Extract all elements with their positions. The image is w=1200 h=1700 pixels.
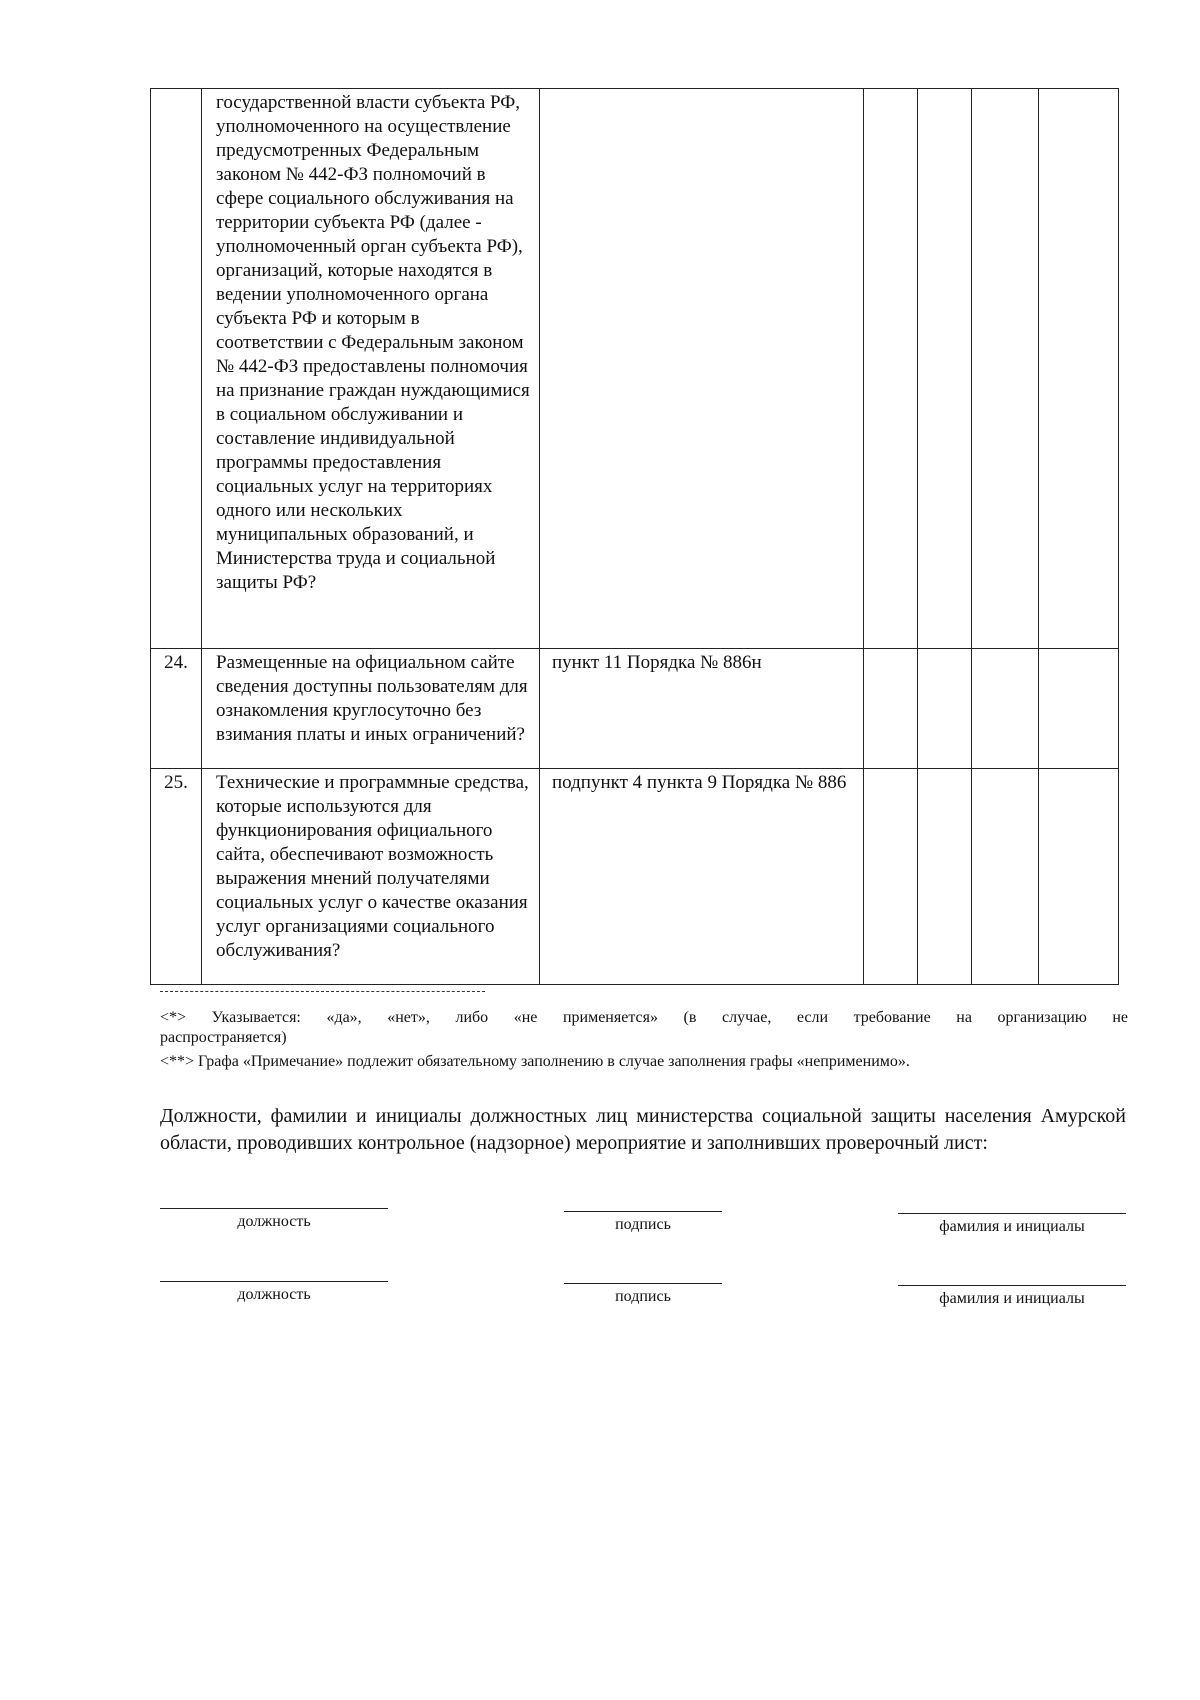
name-line	[898, 1285, 1126, 1286]
table-row	[151, 769, 1119, 985]
footnote-answer-values: <*> Указывается: «да», «нет», либо «не применяется» (в случае, если требование на организацию не	[160, 1009, 1128, 1026]
question-text: Технические и программные средства, которые используются для функционирования официального сайта, обеспечивают возможность выражения мнений получателями социальных услуг о качестве оказания услуг организациями социального обслуживания?	[202, 769, 540, 985]
table-row	[151, 649, 1119, 769]
signature-label: подпись	[615, 1288, 671, 1305]
name-label: фамилия и инициалы	[939, 1218, 1085, 1235]
signature-line	[564, 1283, 722, 1284]
row-number: 24.	[151, 649, 202, 769]
officials-statement: Должности, фамилии и инициалы должностных лиц министерства социальной защиты населения Амурской области, проводивших контрольное (надзорное) мероприятие и заполнивших проверочный лист:	[160, 1105, 1126, 1154]
answer-no-cell	[918, 89, 972, 649]
name-line	[898, 1213, 1126, 1214]
table-row	[151, 89, 1119, 649]
note-cell	[1039, 89, 1119, 649]
answer-no-cell	[918, 769, 972, 985]
footnote-separator	[160, 991, 485, 992]
question-text: Размещенные на официальном сайте сведения доступны пользователям для ознакомления круглосуточно без взимания платы и иных ограничений?	[202, 649, 540, 769]
row-number: 25.	[151, 769, 202, 985]
position-line	[160, 1208, 388, 1209]
signature-line	[564, 1211, 722, 1212]
note-cell	[1039, 769, 1119, 985]
name-label: фамилия и инициалы	[939, 1290, 1085, 1307]
requirement-reference	[540, 89, 864, 649]
answer-na-cell	[972, 89, 1039, 649]
note-cell	[1039, 649, 1119, 769]
position-label: должность	[237, 1286, 311, 1303]
question-text: государственной власти субъекта РФ, уполномоченного на осуществление предусмотренных Федеральным законом № 442-ФЗ полномочий в сфере социального обслуживания на территории субъекта РФ (далее - уполномоченный орган субъекта РФ), организаций, которые находятся в ведении уполномоченного органа субъекта РФ и которым в соответствии с Федеральным законом № 442-ФЗ предоставлены полномочия на признание граждан нуждающимися в социальном обслуживании и составление индивидуальной программы предоставления социальных услуг на территориях одного или нескольких муниципальных образований, и Министерства труда и социальной защиты РФ?	[202, 89, 540, 649]
footnote-note-column: <**> Графа «Примечание» подлежит обязательному заполнению в случае заполнения графы «неприменимо».	[160, 1053, 910, 1070]
signature-label: подпись	[615, 1216, 671, 1233]
footnote-answer-values-continued: распространяется)	[160, 1029, 287, 1046]
position-line	[160, 1281, 388, 1282]
checklist-table	[150, 88, 1119, 985]
row-number	[151, 89, 202, 649]
requirement-reference: подпункт 4 пункта 9 Порядка № 886	[540, 769, 864, 985]
answer-no-cell	[918, 649, 972, 769]
answer-yes-cell	[864, 649, 918, 769]
answer-yes-cell	[864, 769, 918, 985]
position-label: должность	[237, 1213, 311, 1230]
answer-na-cell	[972, 649, 1039, 769]
answer-na-cell	[972, 769, 1039, 985]
answer-yes-cell	[864, 89, 918, 649]
requirement-reference: пункт 11 Порядка № 886н	[540, 649, 864, 769]
